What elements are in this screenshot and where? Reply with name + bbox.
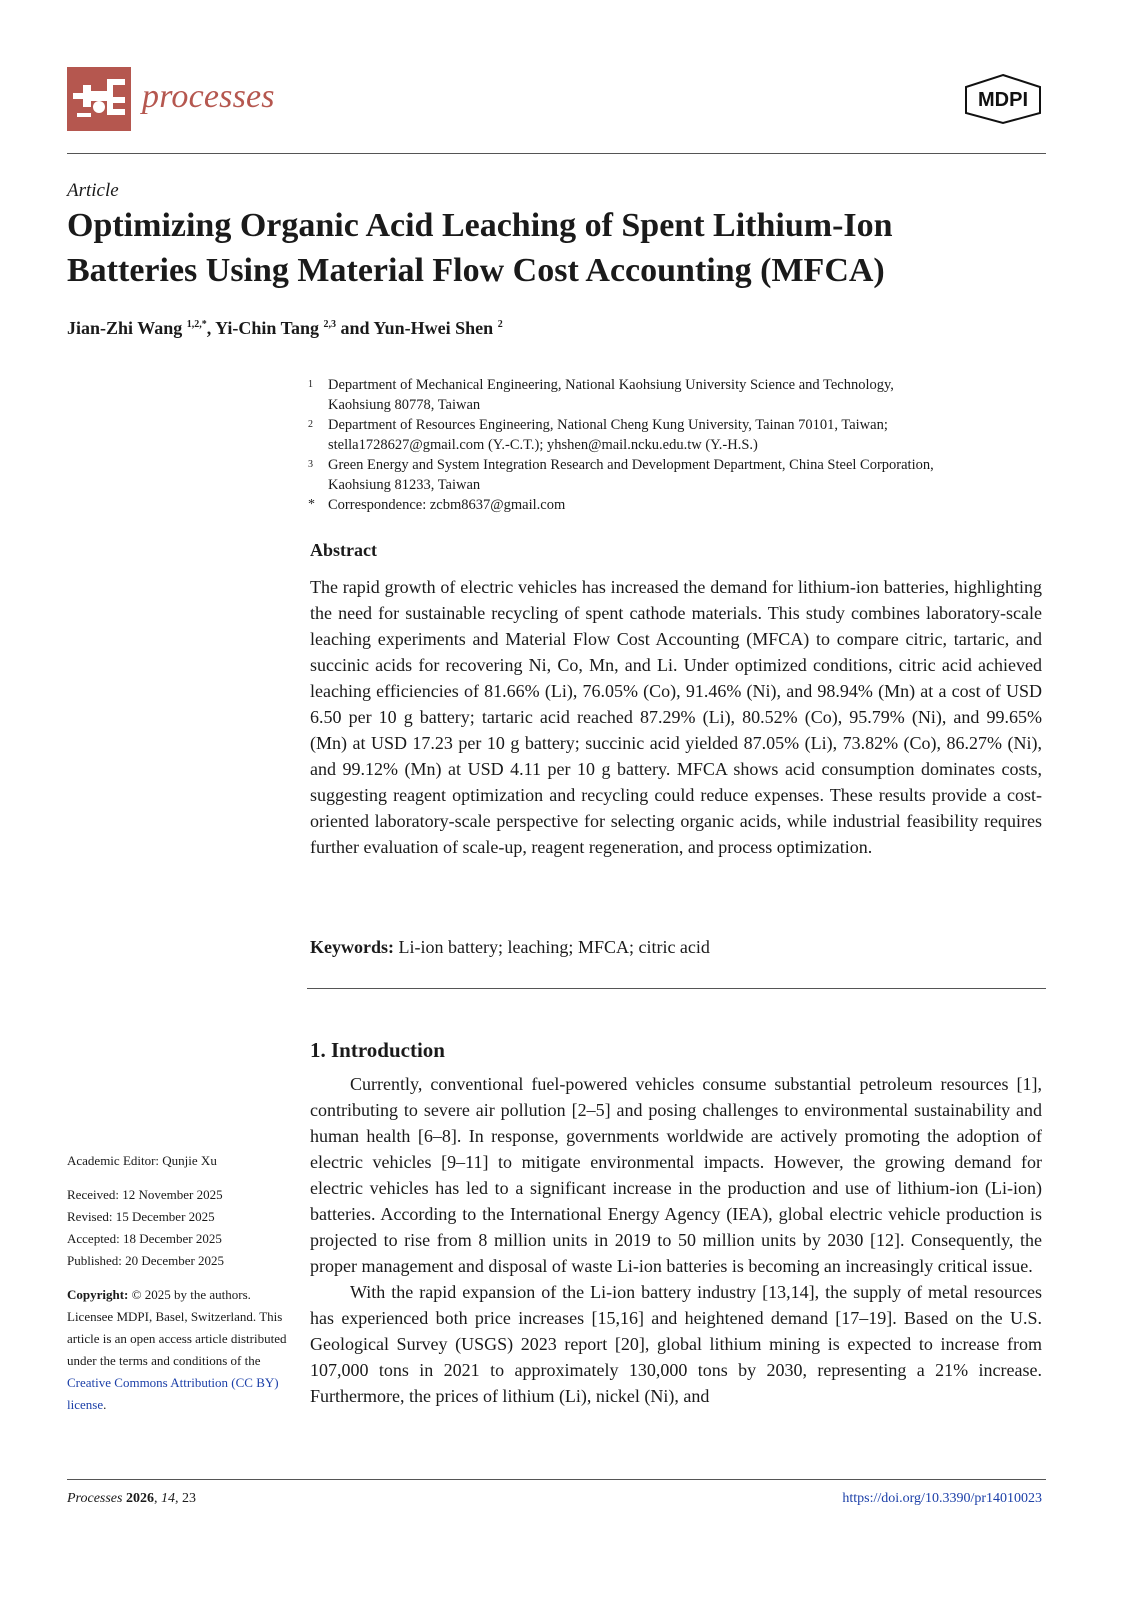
citation: Processes 2026, 14, 23 [67, 1491, 196, 1506]
title-line-1: Optimizing Organic Acid Leaching of Spent Lithium-Ion [67, 207, 893, 244]
abstract-text: The rapid growth of electric vehicles has increased the demand for lithium-ion batteries, highlighting the need for sustainable recycling of spent cathode materials. This study combines laboratory-scale leaching experiments and Material Flow Cost Accounting (MFCA) to compare citric, tartaric, and succinic acids for recovering Ni, Co, Mn, and Li. Under optimized conditions, citric acid achieved leaching efficiencies of 81.66% (Li), 76.05% (Co), 91.46% (Ni), and 98.94% (Mn) at a cost of USD 6.50 per 10 g battery; tartaric acid reached 87.29% (Li), 80.52% (Co), 95.79% (Ni), and 99.65% (Mn) at USD 17.23 per 10 g battery; succinic acid yielded 87.05% (Li), 73.82% (Co), 86.27% (Ni), and 99.12% (Mn) at USD 4.11 per 10 g battery. MFCA shows acid consumption dominates costs, suggesting reagent optimization and recycling could reduce expenses. These results provide a cost-oriented laboratory-scale perspective for selecting organic acids, while industrial feasibility requires further evaluation of scale-up, reagent regeneration, and process optimization. [310, 577, 1042, 857]
paragraph: With the rapid expansion of the Li-ion battery industry [13,14], the supply of metal resources has experienced both price increases [15,16] and heightened demand [17–19]. Based on the U.S. Geological Survey (USGS) 2023 report [20], global lithium mining is expected to increase from 107,000 tons in 2021 to approximately 130,000 tons by 2030, representing a 21% increase. Furthermore, the prices of lithium (Li), nickel (Ni), and [310, 1282, 1042, 1406]
date-published: Published: 20 December 2025 [67, 1253, 225, 1268]
correspondence-item [308, 495, 1044, 515]
affiliation-line: Kaohsiung 80778, Taiwan [328, 397, 481, 413]
affiliations [308, 375, 1044, 515]
footer-journal: Processes [67, 1491, 123, 1506]
author-affiliation-mark: 1,2,* [186, 319, 207, 330]
footer-divider [67, 1479, 1046, 1480]
affiliation-item [308, 415, 1044, 455]
affiliation-mark: 2 [308, 419, 313, 430]
author-list [67, 318, 503, 339]
footer-volume: 14 [160, 1491, 175, 1506]
author-separator: , [206, 318, 216, 338]
author-separator: and [335, 318, 374, 338]
affiliation-line: Department of Mechanical Engineering, National Kaohsiung University Science and Technology, [328, 377, 894, 393]
license-link[interactable]: Creative Commons Attribution (CC BY) license [67, 1375, 279, 1412]
correspondence-mark: * [308, 497, 315, 512]
footer-page: 23 [181, 1491, 196, 1506]
affiliation-item [308, 375, 1044, 415]
keywords-list: Li-ion battery; leaching; MFCA; citric acid [398, 937, 710, 957]
correspondence-line[interactable]: Correspondence: zcbm8637@gmail.com [328, 497, 566, 513]
title-line-2: Batteries Using Material Flow Cost Accounting (MFCA) [67, 252, 885, 289]
introduction-body [310, 1071, 1042, 1409]
section-heading-introduction: 1. Introduction [310, 1038, 445, 1062]
copyright-text: © 2025 by the authors. Licensee MDPI, Basel, Switzerland. This article is an open access article distributed under the terms and conditions of the [67, 1287, 287, 1368]
author-name[interactable]: Jian-Zhi Wang [67, 318, 183, 338]
journal-logo [67, 67, 131, 131]
date-revised: Revised: 15 December 2025 [67, 1209, 215, 1224]
affiliation-email-line[interactable]: stella1728627@gmail.com (Y.-C.T.); yhshen@mail.ncku.edu.tw (Y.-H.S.) [328, 437, 758, 453]
copyright-notice [67, 1284, 292, 1416]
affiliation-line: Kaohsiung 81233, Taiwan [328, 477, 481, 493]
keywords [310, 937, 710, 958]
keywords-label: Keywords: [310, 937, 394, 957]
article-info-sidebar [67, 1150, 292, 1416]
academic-editor: Academic Editor: Qunjie Xu [67, 1153, 217, 1168]
copyright-label: Copyright: [67, 1287, 129, 1302]
affiliation-mark: 1 [308, 379, 313, 390]
affiliation-mark: 3 [308, 459, 313, 470]
publisher-name: MDPI [978, 89, 1028, 111]
footer-year: 2026 [125, 1491, 154, 1506]
author-name[interactable]: Yi-Chin Tang [215, 318, 319, 338]
author-affiliation-mark: 2,3 [323, 319, 336, 330]
date-received: Received: 12 November 2025 [67, 1187, 223, 1202]
doi-link[interactable]: https://doi.org/10.3390/pr14010023 [842, 1491, 1042, 1506]
license-end: . [103, 1397, 107, 1412]
article-type: Article [67, 180, 119, 201]
article-title [67, 203, 1027, 293]
author-name[interactable]: Yun-Hwei Shen [373, 318, 494, 338]
journal-name: processes [142, 78, 275, 115]
paragraph: Currently, conventional fuel-powered vehicles consume substantial petroleum resources [1], contributing to severe air pollution [2–5] and posing challenges to environmental sustainability and human health [6–8]. In response, governments worldwide are actively promoting the adoption of electric vehicles [9–11] to mitigate environmental impacts. However, the growing demand for electric vehicles has led to a significant increase in the production and use of lithium-ion (Li-ion) batteries. According to the International Energy Agency (IEA), global electric vehicle production is projected to rise from 8 million units in 2019 to 50 million units by 2030 [12]. Consequently, the proper management and disposal of waste Li-ion batteries is becoming an increasingly critical issue. [310, 1074, 1042, 1276]
affiliation-line: Green Energy and System Integration Research and Development Department, China Steel Corporation, [328, 457, 934, 473]
header-divider [67, 153, 1046, 154]
author-affiliation-mark: 2 [497, 319, 503, 330]
affiliation-item [308, 455, 1044, 495]
date-accepted: Accepted: 18 December 2025 [67, 1231, 222, 1246]
abstract-heading: Abstract [310, 540, 377, 560]
affiliation-line: Department of Resources Engineering, National Cheng Kung University, Tainan 70101, Taiwan; [328, 417, 888, 433]
mdpi-logo [962, 73, 1044, 125]
abstract-divider [307, 988, 1046, 989]
